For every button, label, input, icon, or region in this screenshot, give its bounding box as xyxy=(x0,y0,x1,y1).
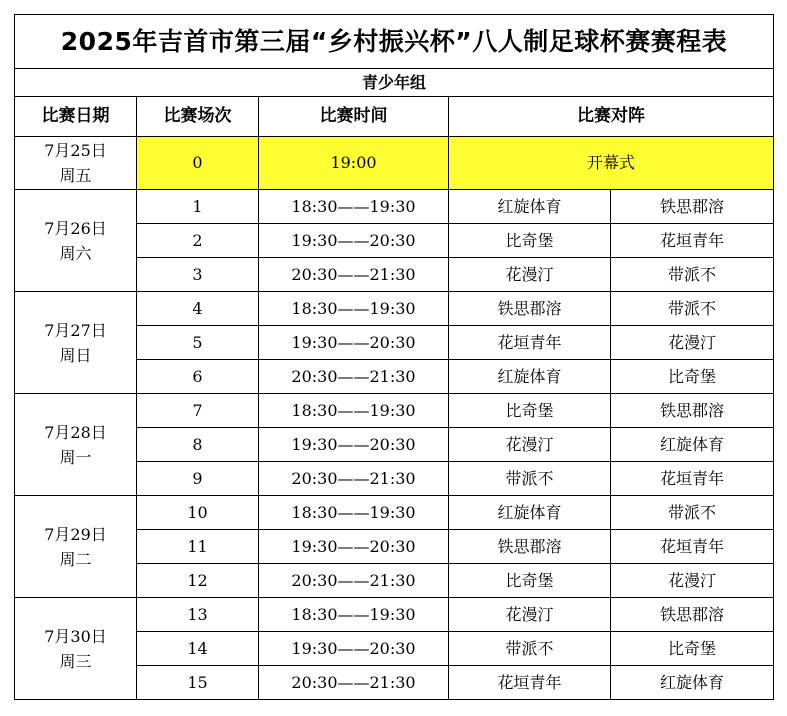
schedule-title: 2025年吉首市第三届“乡村振兴杯”八人制足球杯赛赛程表 xyxy=(15,15,774,69)
match-day-date: 7月29日 xyxy=(44,524,107,544)
team-a: 比奇堡 xyxy=(449,224,611,258)
match-number: 6 xyxy=(137,360,259,394)
match-day-cell xyxy=(15,292,137,394)
opening-time: 19:00 xyxy=(259,137,449,190)
match-time: 18:30——19:30 xyxy=(259,598,449,632)
opening-event: 开幕式 xyxy=(449,137,774,190)
team-a: 花漫汀 xyxy=(449,598,611,632)
team-a: 红旋体育 xyxy=(449,190,611,224)
team-a: 铁思郡溶 xyxy=(449,530,611,564)
team-a: 花漫汀 xyxy=(449,428,611,462)
match-number: 15 xyxy=(137,666,259,700)
match-day-cell xyxy=(15,598,137,700)
match-row xyxy=(15,394,774,428)
match-number: 5 xyxy=(137,326,259,360)
team-a: 红旋体育 xyxy=(449,360,611,394)
match-day-cell xyxy=(15,394,137,496)
team-a: 比奇堡 xyxy=(449,394,611,428)
match-time: 19:30——20:30 xyxy=(259,428,449,462)
header-row xyxy=(15,97,774,137)
match-number: 4 xyxy=(137,292,259,326)
match-time: 18:30——19:30 xyxy=(259,292,449,326)
team-a: 花漫汀 xyxy=(449,258,611,292)
match-number: 13 xyxy=(137,598,259,632)
team-b: 花漫汀 xyxy=(611,564,774,598)
match-number: 3 xyxy=(137,258,259,292)
team-a: 带派不 xyxy=(449,632,611,666)
team-a: 比奇堡 xyxy=(449,564,611,598)
match-time: 20:30——21:30 xyxy=(259,258,449,292)
match-day-date: 7月27日 xyxy=(44,320,107,340)
team-a: 带派不 xyxy=(449,462,611,496)
opening-date: 7月25日 xyxy=(44,141,107,160)
match-time: 20:30——21:30 xyxy=(259,462,449,496)
team-b: 红旋体育 xyxy=(611,428,774,462)
match-number: 8 xyxy=(137,428,259,462)
team-a: 红旋体育 xyxy=(449,496,611,530)
match-time: 18:30——19:30 xyxy=(259,190,449,224)
team-b: 花垣青年 xyxy=(611,530,774,564)
match-time: 18:30——19:30 xyxy=(259,496,449,530)
match-day-weekday: 周三 xyxy=(59,651,92,671)
match-time: 20:30——21:30 xyxy=(259,360,449,394)
match-number: 12 xyxy=(137,564,259,598)
group-row xyxy=(15,69,774,97)
team-b: 铁思郡溶 xyxy=(611,598,774,632)
match-time: 19:30——20:30 xyxy=(259,224,449,258)
match-day-weekday: 周二 xyxy=(59,549,92,569)
team-a: 花垣青年 xyxy=(449,666,611,700)
match-number: 11 xyxy=(137,530,259,564)
match-time: 20:30——21:30 xyxy=(259,666,449,700)
match-number: 2 xyxy=(137,224,259,258)
match-day-date: 7月26日 xyxy=(44,218,107,238)
team-b: 比奇堡 xyxy=(611,632,774,666)
team-b: 铁思郡溶 xyxy=(611,394,774,428)
match-time: 20:30——21:30 xyxy=(259,564,449,598)
match-day-weekday: 周日 xyxy=(59,345,92,365)
header-time: 比赛时间 xyxy=(259,97,449,137)
header-match-no: 比赛场次 xyxy=(137,97,259,137)
opening-date-cell xyxy=(15,137,137,190)
team-b: 花垣青年 xyxy=(611,224,774,258)
match-number: 1 xyxy=(137,190,259,224)
opening-match-no: 0 xyxy=(137,137,259,190)
team-b: 花漫汀 xyxy=(611,326,774,360)
match-number: 10 xyxy=(137,496,259,530)
title-row xyxy=(15,15,774,69)
team-b: 带派不 xyxy=(611,496,774,530)
match-time: 18:30——19:30 xyxy=(259,394,449,428)
team-a: 花垣青年 xyxy=(449,326,611,360)
schedule-body xyxy=(15,15,774,700)
match-number: 9 xyxy=(137,462,259,496)
opening-row xyxy=(15,137,774,190)
header-date: 比赛日期 xyxy=(15,97,137,137)
match-day-weekday: 周一 xyxy=(59,447,92,467)
schedule-table xyxy=(14,14,774,700)
team-b: 比奇堡 xyxy=(611,360,774,394)
team-b: 花垣青年 xyxy=(611,462,774,496)
team-a: 铁思郡溶 xyxy=(449,292,611,326)
match-time: 19:30——20:30 xyxy=(259,632,449,666)
team-b: 带派不 xyxy=(611,258,774,292)
match-row xyxy=(15,190,774,224)
match-row xyxy=(15,292,774,326)
match-number: 7 xyxy=(137,394,259,428)
match-row xyxy=(15,496,774,530)
match-time: 19:30——20:30 xyxy=(259,530,449,564)
header-matchup: 比赛对阵 xyxy=(449,97,774,137)
team-b: 带派不 xyxy=(611,292,774,326)
match-day-cell xyxy=(15,190,137,292)
match-time: 19:30——20:30 xyxy=(259,326,449,360)
match-day-date: 7月28日 xyxy=(44,422,107,442)
group-label: 青少年组 xyxy=(15,69,774,97)
team-b: 红旋体育 xyxy=(611,666,774,700)
match-day-weekday: 周六 xyxy=(59,243,92,263)
match-day-cell xyxy=(15,496,137,598)
match-number: 14 xyxy=(137,632,259,666)
match-row xyxy=(15,598,774,632)
team-b: 铁思郡溶 xyxy=(611,190,774,224)
match-day-date: 7月30日 xyxy=(44,626,107,646)
opening-weekday: 周五 xyxy=(59,166,92,185)
